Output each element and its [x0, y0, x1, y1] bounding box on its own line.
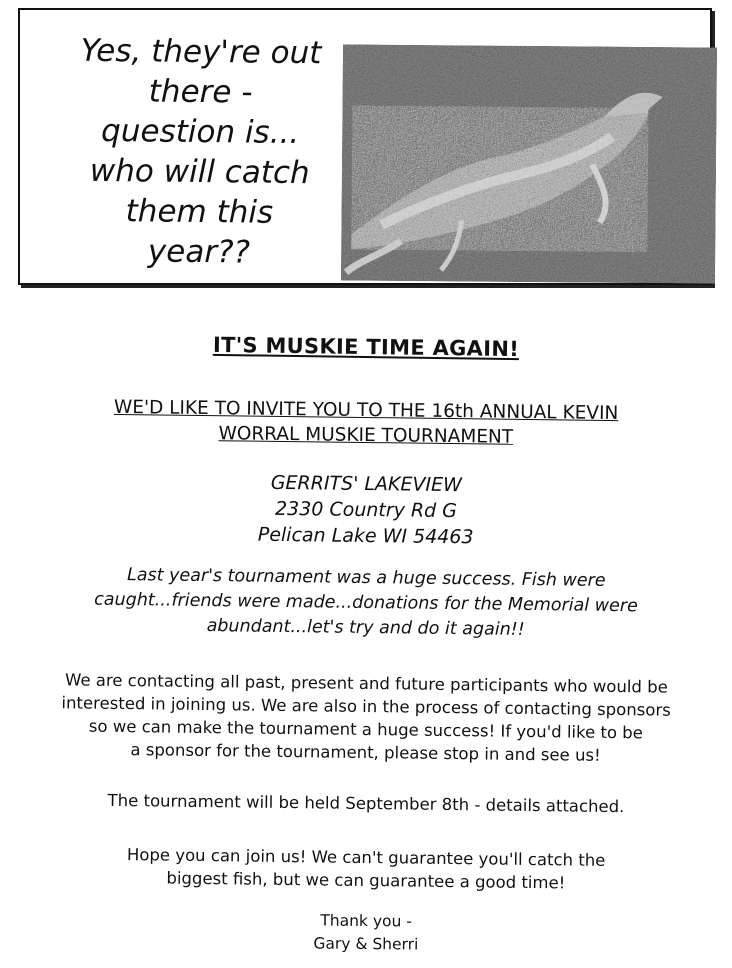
- tagline: [49, 30, 351, 273]
- paragraph-line: biggest fish, but we can guarantee a good time!: [166, 868, 566, 893]
- signoff-thanks: Thank you -: [320, 911, 412, 931]
- muskie-leaping-photo-icon: [341, 44, 717, 283]
- closing-paragraph: [0, 842, 732, 897]
- paragraph-line: We are contacting all past, present and future participants who would be: [64, 670, 668, 697]
- venue-address: [0, 467, 732, 554]
- tagline-line: Yes, they're out: [80, 32, 322, 72]
- invitation-line: WE'D LIKE TO INVITE YOU TO THE 16th ANNUAL KEVIN: [113, 396, 619, 425]
- header-box: [18, 8, 712, 285]
- paragraph-line: Hope you can join us! We can't guarantee you'll catch the: [126, 845, 606, 870]
- venue-name: GERRITS' LAKEVIEW: [270, 471, 462, 497]
- paragraph-line: caught...friends were made...donations for the Memorial were: [94, 589, 638, 617]
- signoff: [0, 906, 732, 960]
- tagline-line: question is...: [100, 112, 300, 152]
- last-year-paragraph: [0, 562, 732, 646]
- muskie-photo: [341, 44, 717, 283]
- signoff-names: Gary & Sherri: [313, 934, 419, 954]
- tagline-line: there -: [148, 73, 253, 111]
- paragraph-line: so we can make the tournament a huge success! If you'd like to be: [88, 716, 643, 743]
- tagline-line: year??: [147, 233, 251, 271]
- contact-paragraph: [0, 668, 732, 769]
- paragraph-line: Last year's tournament was a huge success. Fish were: [126, 565, 606, 591]
- paragraph-line: a sponsor for the tournament, please stop in and see us!: [130, 740, 601, 765]
- tournament-date: The tournament will be held September 8th - details attached.: [107, 790, 625, 817]
- venue-city: Pelican Lake WI 54463: [257, 523, 474, 549]
- tagline-line: them this: [125, 193, 274, 231]
- venue-street: 2330 Country Rd G: [274, 497, 458, 523]
- paragraph-line: interested in joining us. We are also in the process of contacting sponsors: [61, 693, 671, 720]
- headline: IT'S MUSKIE TIME AGAIN!: [212, 332, 520, 362]
- invitation-heading: [0, 394, 732, 453]
- paragraph-line: abundant...let's try and do it again!!: [206, 616, 525, 640]
- invitation-line: WORRAL MUSKIE TOURNAMENT: [218, 423, 514, 448]
- tagline-line: who will catch: [89, 152, 310, 192]
